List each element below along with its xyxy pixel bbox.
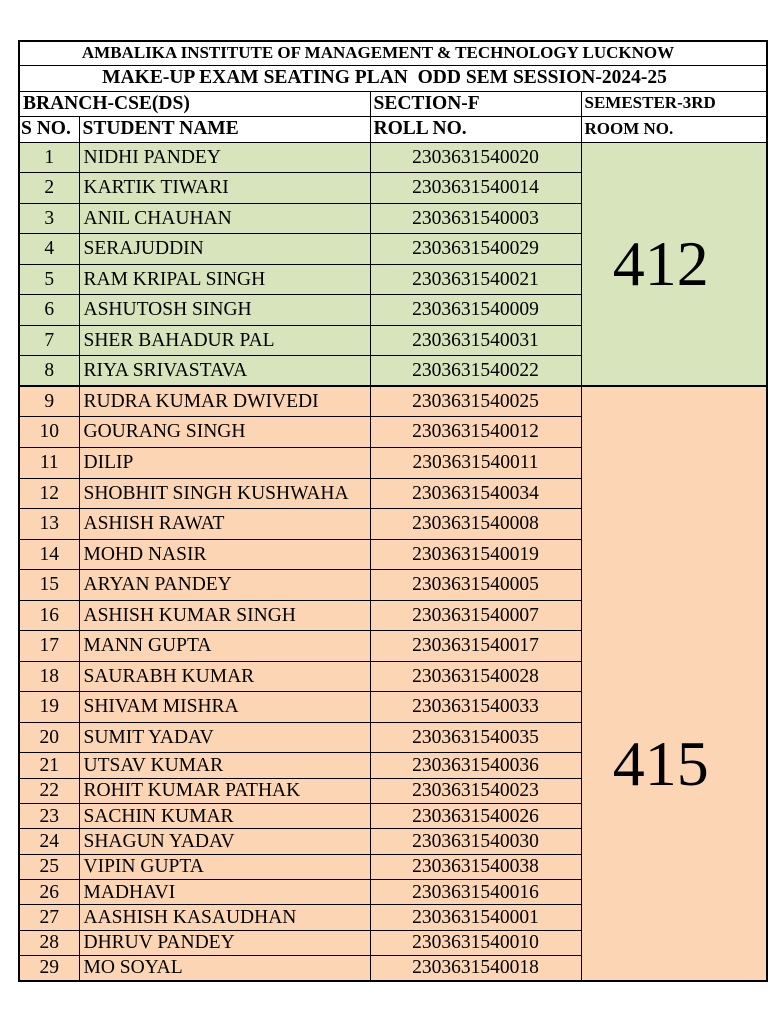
student-name: VIPIN GUPTA: [79, 854, 370, 879]
student-name: ASHUTOSH SINGH: [79, 295, 370, 326]
student-sno: 8: [19, 356, 79, 387]
student-roll: 2303631540026: [370, 804, 581, 829]
room-number-cell: [581, 142, 767, 386]
student-roll: 2303631540009: [370, 295, 581, 326]
column-header-sno: S NO.: [19, 116, 79, 142]
student-sno: 25: [19, 854, 79, 879]
student-name: SHIVAM MISHRA: [79, 692, 370, 723]
column-header-name: STUDENT NAME: [79, 116, 370, 142]
student-roll: 2303631540010: [370, 930, 581, 955]
student-name: SHOBHIT SINGH KUSHWAHA: [79, 478, 370, 509]
column-header-row: [19, 116, 767, 142]
student-sno: 29: [19, 956, 79, 981]
student-name: RUDRA KUMAR DWIVEDI: [79, 386, 370, 417]
student-name: SERAJUDDIN: [79, 234, 370, 265]
student-roll: 2303631540029: [370, 234, 581, 265]
plan-title-row: [19, 65, 767, 91]
column-header-room: ROOM NO.: [581, 116, 767, 142]
student-roll: 2303631540020: [370, 142, 581, 173]
branch-row: [19, 91, 767, 116]
student-name: RAM KRIPAL SINGH: [79, 264, 370, 295]
student-name: GOURANG SINGH: [79, 417, 370, 448]
institute-title: AMBALIKA INSTITUTE OF MANAGEMENT & TECHNOLOGY LUCKNOW: [19, 41, 767, 65]
student-sno: 13: [19, 509, 79, 540]
student-roll: 2303631540033: [370, 692, 581, 723]
student-sno: 19: [19, 692, 79, 723]
student-sno: 24: [19, 829, 79, 854]
section-label: SECTION-F: [370, 91, 581, 116]
student-sno: 15: [19, 570, 79, 601]
column-header-roll: ROLL NO.: [370, 116, 581, 142]
student-roll: 2303631540005: [370, 570, 581, 601]
student-roll: 2303631540025: [370, 386, 581, 417]
student-name: SAURABH KUMAR: [79, 661, 370, 692]
student-sno: 23: [19, 804, 79, 829]
student-name: DHRUV PANDEY: [79, 930, 370, 955]
student-roll: 2303631540003: [370, 203, 581, 234]
student-roll: 2303631540008: [370, 509, 581, 540]
student-roll: 2303631540023: [370, 778, 581, 803]
student-name: ASHISH RAWAT: [79, 509, 370, 540]
student-name: AASHISH KASAUDHAN: [79, 905, 370, 930]
student-name: MOHD NASIR: [79, 539, 370, 570]
student-name: MO SOYAL: [79, 956, 370, 981]
student-roll: 2303631540031: [370, 325, 581, 356]
student-roll: 2303631540034: [370, 478, 581, 509]
room-number-cell: [581, 386, 767, 981]
student-sno: 9: [19, 386, 79, 417]
student-roll: 2303631540021: [370, 264, 581, 295]
student-roll: 2303631540022: [370, 356, 581, 387]
student-name: SHER BAHADUR PAL: [79, 325, 370, 356]
student-name: DILIP: [79, 447, 370, 478]
student-roll: 2303631540028: [370, 661, 581, 692]
student-roll: 2303631540011: [370, 447, 581, 478]
student-roll: 2303631540017: [370, 631, 581, 662]
student-sno: 3: [19, 203, 79, 234]
semester-label: SEMESTER-3RD: [581, 91, 767, 116]
student-name: RIYA SRIVASTAVA: [79, 356, 370, 387]
student-sno: 18: [19, 661, 79, 692]
student-sno: 20: [19, 722, 79, 753]
student-row: [19, 142, 767, 173]
student-name: SHAGUN YADAV: [79, 829, 370, 854]
student-roll: 2303631540014: [370, 173, 581, 204]
branch-label: BRANCH-CSE(DS): [19, 91, 370, 116]
student-roll: 2303631540016: [370, 880, 581, 905]
student-sno: 2: [19, 173, 79, 204]
student-roll: 2303631540036: [370, 753, 581, 778]
student-sno: 22: [19, 778, 79, 803]
student-sno: 4: [19, 234, 79, 265]
student-roll: 2303631540012: [370, 417, 581, 448]
student-name: SUMIT YADAV: [79, 722, 370, 753]
student-name: MADHAVI: [79, 880, 370, 905]
student-name: ASHISH KUMAR SINGH: [79, 600, 370, 631]
student-sno: 1: [19, 142, 79, 173]
student-name: NIDHI PANDEY: [79, 142, 370, 173]
seating-plan-table: [18, 40, 768, 982]
institute-row: [19, 41, 767, 65]
student-sno: 10: [19, 417, 79, 448]
room-number: 412: [612, 227, 709, 299]
student-sno: 28: [19, 930, 79, 955]
student-name: ROHIT KUMAR PATHAK: [79, 778, 370, 803]
student-name: ANIL CHAUHAN: [79, 203, 370, 234]
student-sno: 17: [19, 631, 79, 662]
student-name: SACHIN KUMAR: [79, 804, 370, 829]
student-roll: 2303631540035: [370, 722, 581, 753]
room-number: 415: [612, 728, 709, 800]
student-sno: 12: [19, 478, 79, 509]
student-sno: 26: [19, 880, 79, 905]
student-name: ARYAN PANDEY: [79, 570, 370, 601]
student-row: [19, 386, 767, 417]
student-sno: 7: [19, 325, 79, 356]
student-roll: 2303631540001: [370, 905, 581, 930]
student-sno: 16: [19, 600, 79, 631]
student-roll: 2303631540018: [370, 956, 581, 981]
student-name: KARTIK TIWARI: [79, 173, 370, 204]
student-sno: 27: [19, 905, 79, 930]
student-sno: 6: [19, 295, 79, 326]
student-name: UTSAV KUMAR: [79, 753, 370, 778]
student-sno: 5: [19, 264, 79, 295]
student-name: MANN GUPTA: [79, 631, 370, 662]
student-sno: 14: [19, 539, 79, 570]
student-sno: 11: [19, 447, 79, 478]
student-sno: 21: [19, 753, 79, 778]
student-roll: 2303631540038: [370, 854, 581, 879]
plan-title: MAKE-UP EXAM SEATING PLAN ODD SEM SESSION-2024-25: [19, 65, 767, 91]
student-roll: 2303631540030: [370, 829, 581, 854]
student-roll: 2303631540019: [370, 539, 581, 570]
student-roll: 2303631540007: [370, 600, 581, 631]
